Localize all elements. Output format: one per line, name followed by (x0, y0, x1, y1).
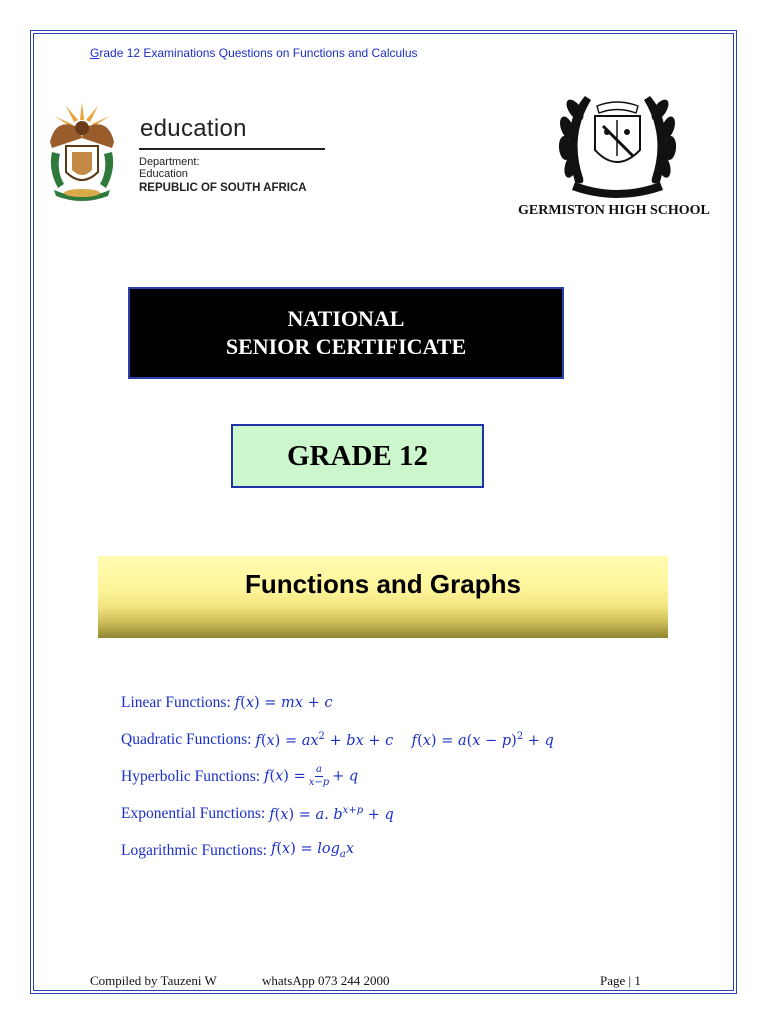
certificate-line-1: NATIONAL (287, 306, 405, 331)
department-label (139, 156, 200, 180)
function-label: Hyperbolic Functions: (121, 767, 261, 785)
function-label: Linear Functions: (121, 693, 231, 711)
function-list (121, 684, 554, 869)
page-number: Page | 1 (600, 973, 641, 988)
department-line-2: Education (139, 168, 188, 180)
department-line-1: Department: (139, 156, 200, 168)
certificate-title-box (128, 287, 564, 379)
certificate-line-2: SENIOR CERTIFICATE (225, 334, 467, 359)
function-label: Quadratic Functions: (121, 730, 252, 748)
function-item-logarithmic (121, 832, 554, 869)
grade-box (231, 424, 484, 488)
logo-divider (139, 148, 325, 150)
function-formula: f(x) = $\frac{a}{x-p}$ + q (264, 764, 359, 788)
function-item-quadratic (121, 721, 554, 758)
function-formula: f(x) = a. $b^{x+p} + q$ (269, 804, 394, 823)
education-wordmark: education (140, 115, 247, 142)
footer-author: Compiled by Tauzeni W (90, 973, 217, 988)
document-header: Grade 12 Examinations Questions on Functions and Calculus (90, 46, 418, 60)
topic-banner (98, 556, 668, 638)
function-label: Logarithmic Functions: (121, 841, 267, 859)
school-name: GERMISTON HIGH SCHOOL (518, 203, 710, 218)
function-label: Exponential Functions: (121, 804, 266, 822)
school-crest-icon (545, 86, 690, 201)
function-formula: f(x) = mx + c (234, 694, 333, 711)
footer-contact: whatsApp 073 244 2000 (262, 973, 390, 988)
function-item-linear (121, 684, 554, 721)
republic-label: REPUBLIC OF SOUTH AFRICA (139, 182, 307, 194)
function-item-hyperbolic (121, 758, 554, 795)
grade-label: GRADE 12 (287, 439, 428, 472)
function-item-exponential (121, 795, 554, 832)
function-formula: $f(x) = ax^2$ + bx + c $f(x) = a(x - p)^2 + q$ (255, 730, 554, 749)
topic-title: Functions and Graphs (245, 569, 521, 599)
function-formula: $f(x) = \log_ax$ (270, 841, 355, 860)
